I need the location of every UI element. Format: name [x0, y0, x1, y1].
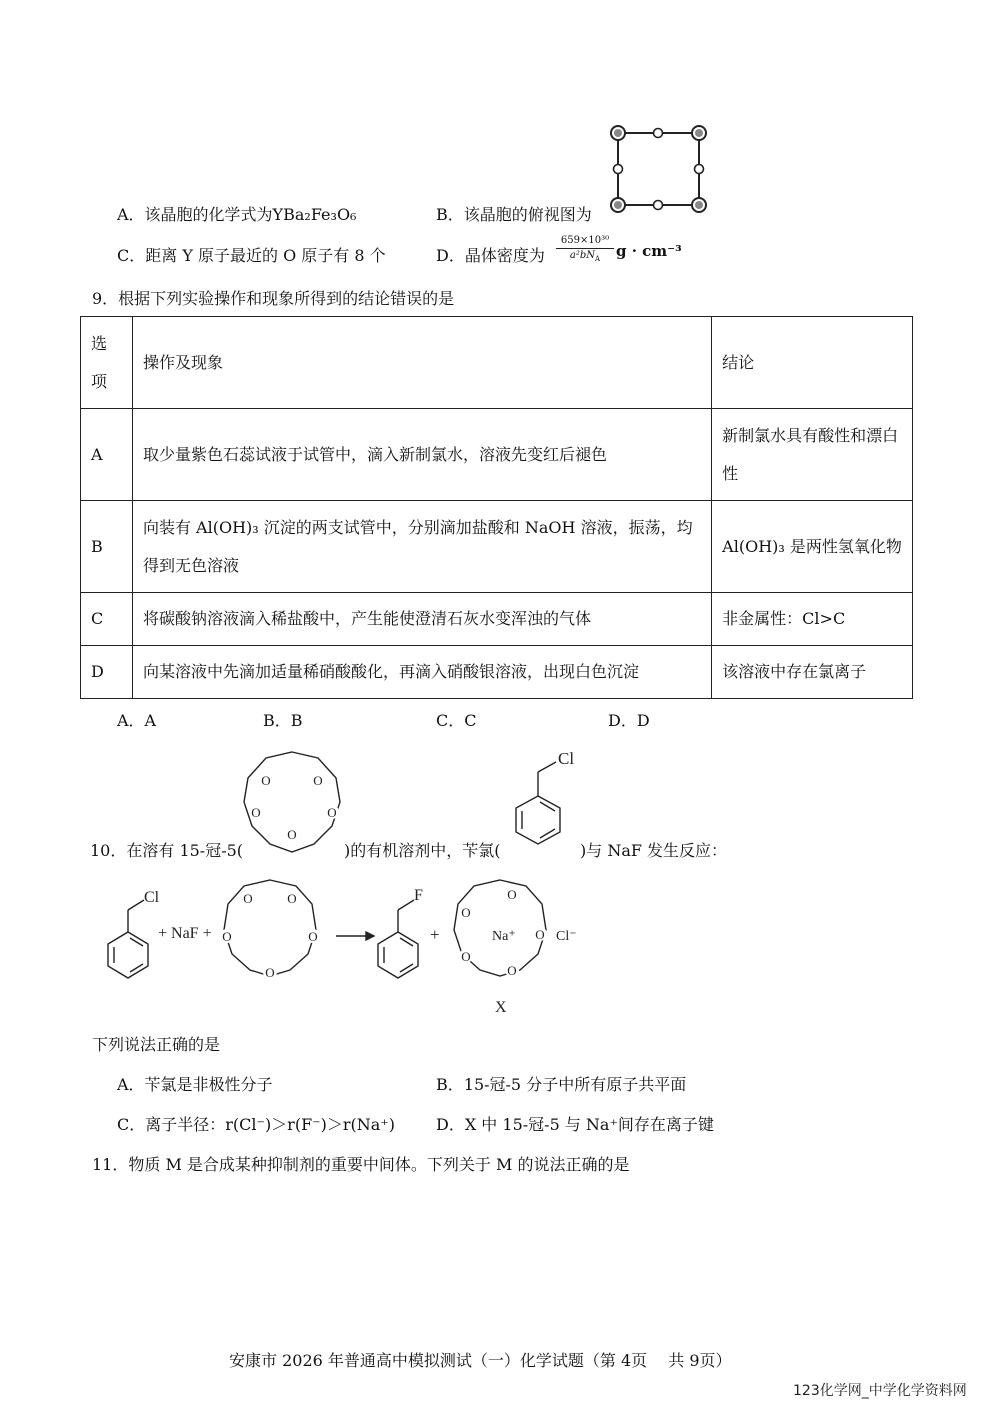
row-option: B	[81, 501, 133, 593]
oxygen-label: O	[243, 891, 253, 906]
chlorine-label: Cl	[144, 889, 160, 906]
q8-option-c: C．距离 Y 原子最近的 O 原子有 8 个	[117, 246, 386, 265]
chlorine-label: Cl	[558, 749, 575, 768]
row-conclusion: Al(OH)₃ 是两性氢氧化物	[712, 501, 913, 593]
oxygen-label: O	[287, 891, 297, 906]
q10-option-b: B．15-冠-5 分子中所有原子共平面	[436, 1075, 687, 1094]
density-fraction	[556, 234, 614, 266]
plus-label: +	[430, 925, 440, 944]
oxygen-label: O	[287, 827, 297, 842]
header-option: 选 项	[81, 317, 133, 409]
row-operation: 向某溶液中先滴加适量稀硝酸酸化，再滴入硝酸银溶液，出现白色沉淀	[132, 646, 711, 699]
q10-stem-part3: )与 NaF 发生反应：	[580, 841, 728, 860]
header-conclusion: 结论	[712, 317, 913, 409]
row-operation: 将碳酸钠溶液滴入稀盐酸中，产生能使澄清石灰水变浑浊的气体	[132, 593, 711, 646]
row-operation: 取少量紫色石蕊试液于试管中，滴入新制氯水，溶液先变红后褪色	[132, 409, 711, 501]
reaction-scheme	[100, 872, 600, 1020]
crown-ether-15-5-structure	[236, 746, 348, 858]
q9-choice-c: C．C	[436, 711, 477, 730]
row-conclusion: 新制氯水具有酸性和漂白性	[712, 409, 913, 501]
crystal-top-view-figure	[606, 122, 712, 216]
q10-option-d: D．X 中 15-冠-5 与 Na⁺间存在离子键	[436, 1115, 714, 1134]
plus-naf-label: + NaF +	[158, 925, 212, 942]
row-option: D	[81, 646, 133, 699]
table-row	[81, 501, 913, 593]
q9-choice-d: D．D	[608, 711, 650, 730]
table-row	[81, 409, 913, 501]
oxygen-label: O	[327, 805, 337, 820]
oxygen-label: O	[261, 773, 271, 788]
fluorine-label: F	[414, 887, 423, 904]
q11-stem: 11．物质 M 是合成某种抑制剂的重要中间体。下列关于 M 的说法正确的是	[92, 1155, 630, 1174]
q8-option-d-prefix: D．晶体密度为	[436, 246, 545, 265]
oxygen-label: O	[461, 905, 471, 920]
q8-option-b: B．该晶胞的俯视图为	[436, 205, 592, 224]
q9-table	[80, 316, 913, 699]
oxygen-label: O	[308, 929, 318, 944]
q9-stem: 9．根据下列实验操作和现象所得到的结论错误的是	[92, 289, 455, 308]
q9-choice-b: B．B	[263, 711, 303, 730]
oxygen-label: O	[461, 949, 471, 964]
oxygen-label: O	[535, 927, 545, 942]
row-option: A	[81, 409, 133, 501]
q8-option-a: A．该晶胞的化学式为YBa₂Fe₃O₆	[117, 205, 357, 224]
sodium-ion-label: Na⁺	[492, 929, 516, 944]
oxygen-label: O	[507, 963, 517, 978]
q10-stem-part1: 10．在溶有 15-冠-5(	[90, 841, 244, 860]
row-operation: 向装有 Al(OH)₃ 沉淀的两支试管中，分别滴加盐酸和 NaOH 溶液，振荡，均得到无色溶液	[132, 501, 711, 593]
row-conclusion: 非金属性：Cl>C	[712, 593, 913, 646]
oxygen-label: O	[222, 929, 232, 944]
q10-option-c: C．离子半径：r(Cl⁻)＞r(F⁻)＞r(Na⁺)	[117, 1115, 395, 1134]
chloride-ion-label: Cl⁻	[556, 929, 577, 944]
oxygen-label: O	[313, 773, 323, 788]
oxygen-label: O	[265, 965, 275, 980]
page-footer: 安康市 2026 年普通高中模拟测试（一）化学试题（第 4页 共 9页）	[229, 1351, 732, 1370]
q10-stem-part2: )的有机溶剂中，苄氯(	[344, 841, 501, 860]
header-operation: 操作及现象	[132, 317, 711, 409]
density-numerator: 659×10³⁰	[556, 234, 614, 249]
row-conclusion: 该溶液中存在氯离子	[712, 646, 913, 699]
product-x-label: X	[495, 999, 507, 1016]
table-row	[81, 593, 913, 646]
oxygen-label: O	[507, 887, 517, 902]
density-denominator: $a^2bN_A$	[569, 250, 601, 263]
table-row	[81, 646, 913, 699]
oxygen-label: O	[251, 805, 261, 820]
table-header-row	[81, 317, 913, 409]
q10-prompt: 下列说法正确的是	[92, 1035, 221, 1054]
watermark-text: 123化学网_中学化学资料网	[793, 1383, 967, 1399]
q9-choice-a: A．A	[117, 711, 157, 730]
benzyl-chloride-structure	[510, 744, 586, 856]
row-option: C	[81, 593, 133, 646]
density-unit: g · cm⁻³	[616, 242, 682, 260]
q10-option-a: A．苄氯是非极性分子	[117, 1075, 273, 1094]
